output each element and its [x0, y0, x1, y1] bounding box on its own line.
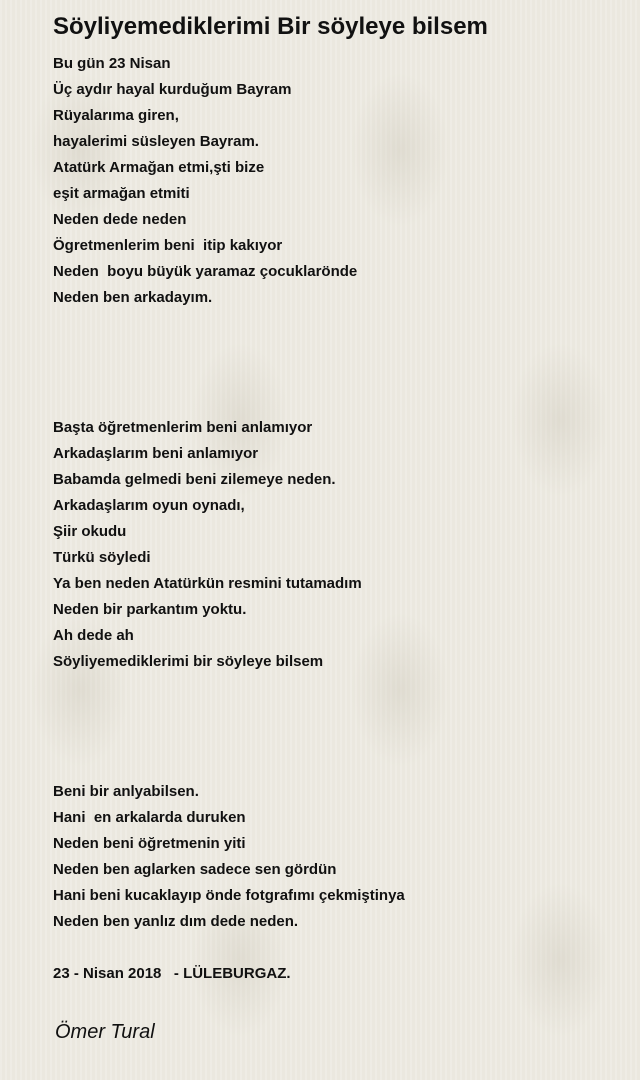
poem-line: Hani en arkalarda duruken: [53, 809, 246, 826]
poem-line: Babamda gelmedi beni zilemeye neden.: [53, 471, 336, 488]
poem-line: Atatürk Armağan etmi,şti bize: [53, 159, 265, 176]
poem-line: Neden dede neden: [53, 211, 187, 228]
poem-line: Ögretmenlerim beni itip kakıyor: [53, 237, 283, 254]
poem-line: Neden boyu büyük yaramaz çocuklarönde: [53, 263, 358, 280]
poem-line: Beni bir anlyabilsen.: [53, 783, 199, 800]
poem-line: eşit armağan etmiti: [53, 185, 190, 202]
stanza-1: [53, 51, 623, 311]
poem-title: Söyliyemediklerimi Bir söyleye bilsem: [53, 13, 488, 40]
poem-line: Türkü söyledi: [53, 549, 151, 566]
poem-author[interactable]: Ömer Tural: [55, 1021, 155, 1043]
poem-line: Ya ben neden Atatürkün resmini tutamadım: [53, 575, 362, 592]
poem-line: Bu gün 23 Nisan: [53, 55, 171, 72]
poem-line: Ah dede ah: [53, 627, 134, 644]
poem-line: Başta öğretmenlerim beni anlamıyor: [53, 419, 313, 436]
poem-line: Söyliyemediklerimi bir söyleye bilsem: [53, 653, 324, 670]
poem-line: Şiir okudu: [53, 523, 127, 540]
date-spacer: [53, 935, 623, 961]
stanza-spacer: [53, 311, 623, 415]
poem-line: Rüyalarıma giren,: [53, 107, 179, 124]
poem-body: [53, 51, 623, 987]
stanza-2: [53, 415, 623, 675]
poem-line: Neden ben yanlız dım dede neden.: [53, 913, 299, 930]
poem-line: Neden ben arkadayım.: [53, 289, 213, 306]
poem-line: Hani beni kucaklayıp önde fotgrafımı çekmiştinya: [53, 887, 405, 904]
poem-line: Arkadaşlarım oyun oynadı,: [53, 497, 245, 514]
poem-line: hayalerimi süsleyen Bayram.: [53, 133, 259, 150]
poem-date-place: 23 - Nisan 2018 - LÜLEBURGAZ.: [53, 965, 291, 982]
stanza-3: [53, 779, 623, 935]
poem-line: Neden beni öğretmenin yiti: [53, 835, 246, 852]
poem-line: Arkadaşlarım beni anlamıyor: [53, 445, 259, 462]
poem-line: Üç aydır hayal kurduğum Bayram: [53, 81, 292, 98]
poem-line: Neden ben aglarken sadece sen gördün: [53, 861, 337, 878]
poem-line: Neden bir parkantım yoktu.: [53, 601, 247, 618]
stanza-spacer: [53, 675, 623, 779]
